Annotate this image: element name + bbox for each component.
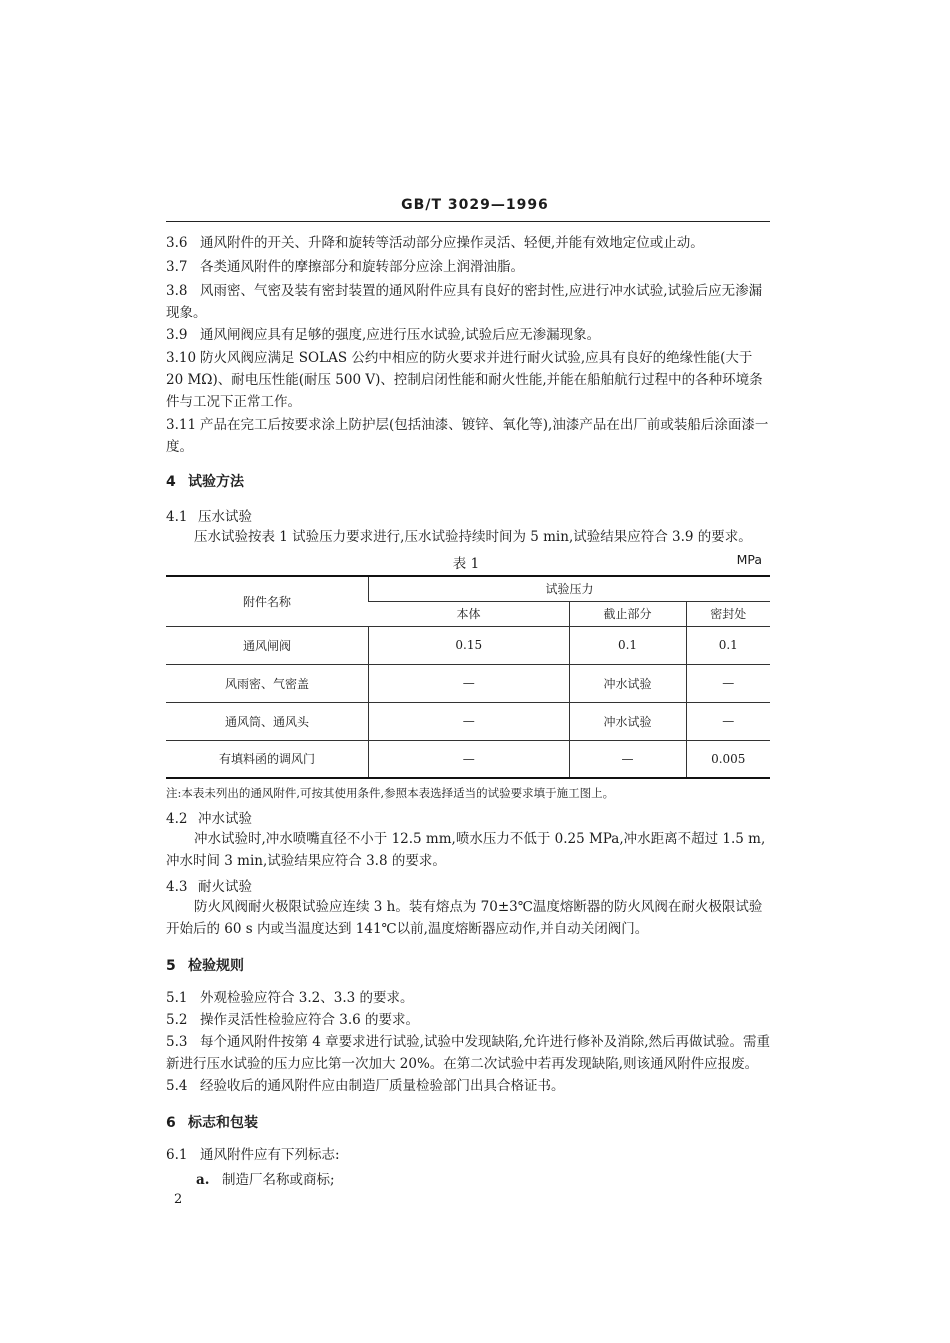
header-rule	[166, 221, 770, 222]
table-note: 注:本表未列出的通风附件,可按其使用条件,参照本表选择适当的试验要求填于施工图上。	[166, 786, 615, 800]
clause-number: 3.7	[166, 259, 188, 275]
section-6-heading	[166, 1112, 258, 1132]
subclause-4-1-heading	[166, 505, 252, 525]
clause-number: 3.11	[166, 417, 197, 433]
clause-3-6	[166, 232, 772, 254]
cell-cutoff: —	[569, 740, 686, 778]
clause-text: 风雨密、气密及装有密封装置的通风附件应具有良好的密封性,应进行冲水试验,试验后应无渗漏现象。	[166, 283, 763, 321]
clause-number: 5.1	[166, 990, 188, 1006]
clause-number: 3.9	[166, 327, 188, 343]
clause-number: 6.1	[166, 1147, 188, 1163]
table-row	[166, 702, 770, 740]
table-row	[166, 626, 770, 664]
cell-cutoff: 冲水试验	[569, 702, 686, 740]
clause-text: 通风闸阀应具有足够的强度,应进行压水试验,试验后应无渗漏现象。	[200, 327, 601, 343]
subclause-title: 耐火试验	[198, 879, 252, 895]
clause-text: 通风附件应有下列标志:	[200, 1147, 340, 1163]
clause-number: 3.6	[166, 235, 188, 251]
clause-number: 5.3	[166, 1034, 188, 1050]
clause-text: 每个通风附件按第 4 章要求进行试验,试验中发现缺陷,允许进行修补及消除,然后再做试验。需重新进行压水试验的压力应比第一次加大 20%。在第二次试验中若再发现缺陷,则该通风附件应报废。	[166, 1034, 771, 1072]
subclause-4-2-text: 冲水试验时,冲水喷嘴直径不小于 12.5 mm,喷水压力不低于 0.25 MPa,冲水距离不超过 1.5 m,冲水时间 3 min,试验结果应符合 3.8 的要求。	[166, 831, 766, 869]
cell-cutoff: 0.1	[569, 626, 686, 664]
clause-number: 3.10	[166, 350, 197, 366]
clause-text: 各类通风附件的摩擦部分和旋转部分应涂上润滑油脂。	[200, 259, 524, 275]
cell-name: 有填料函的调风门	[166, 740, 369, 778]
list-item-text: 制造厂名称或商标;	[222, 1172, 335, 1188]
table-unit: MPa	[736, 552, 762, 567]
subclause-number: 4.3	[166, 879, 188, 895]
clause-3-7	[166, 256, 772, 278]
header-attachment-name: 附件名称	[166, 576, 369, 626]
subclause-4-2-heading	[166, 807, 252, 827]
cell-body: 0.15	[369, 626, 570, 664]
subclause-title: 压水试验	[198, 509, 252, 525]
section-number: 6	[166, 1115, 176, 1131]
clause-6-1	[166, 1144, 772, 1166]
cell-name: 通风筒、通风头	[166, 702, 369, 740]
clause-3-8	[166, 280, 772, 324]
clause-5-3	[166, 1031, 772, 1075]
clause-text: 通风附件的开关、升降和旋转等活动部分应操作灵活、轻便,并能有效地定位或止动。	[200, 235, 704, 251]
section-5-heading	[166, 955, 244, 975]
section-number: 5	[166, 958, 176, 974]
cell-name: 通风闸阀	[166, 626, 369, 664]
clause-3-11	[166, 414, 772, 458]
subclause-4-1-text: 压水试验按表 1 试验压力要求进行,压水试验持续时间为 5 min,试验结果应符合 3.9 的要求。	[194, 529, 752, 545]
subclause-4-3-heading	[166, 875, 252, 895]
header-seal: 密封处	[686, 601, 770, 626]
clause-3-9	[166, 324, 772, 346]
list-item-label: a.	[196, 1172, 210, 1188]
section-title: 试验方法	[188, 474, 244, 490]
table-title: 表 1	[452, 556, 480, 572]
clause-5-1	[166, 987, 772, 1009]
section-title: 标志和包装	[188, 1115, 258, 1131]
test-pressure-table	[166, 575, 770, 779]
cell-name: 风雨密、气密盖	[166, 664, 369, 702]
header-body: 本体	[369, 601, 570, 626]
table-row	[166, 740, 770, 778]
cell-seal: 0.1	[686, 626, 770, 664]
cell-body: —	[369, 740, 570, 778]
clause-number: 5.4	[166, 1078, 188, 1094]
clause-5-4	[166, 1075, 772, 1097]
section-number: 4	[166, 474, 176, 490]
cell-body: —	[369, 702, 570, 740]
subclause-number: 4.2	[166, 811, 188, 827]
clause-5-2	[166, 1009, 772, 1031]
cell-cutoff: 冲水试验	[569, 664, 686, 702]
header-cutoff-part: 截止部分	[569, 601, 686, 626]
standard-number-header: GB/T 3029—1996	[401, 197, 549, 213]
clause-number: 5.2	[166, 1012, 188, 1028]
clause-3-10	[166, 347, 772, 413]
table-row	[166, 664, 770, 702]
subclause-title: 冲水试验	[198, 811, 252, 827]
subclause-number: 4.1	[166, 509, 188, 525]
clause-text: 外观检验应符合 3.2、3.3 的要求。	[200, 990, 414, 1006]
subclause-4-3-text: 防火风阀耐火极限试验应连续 3 h。装有熔点为 70±3℃温度熔断器的防火风阀在耐火极限试验开始后的 60 s 内或当温度达到 141℃以前,温度熔断器应动作,并自动关闭阀门。	[166, 899, 763, 937]
clause-text: 操作灵活性检验应符合 3.6 的要求。	[200, 1012, 420, 1028]
cell-seal: —	[686, 664, 770, 702]
clause-text: 产品在完工后按要求涂上防护层(包括油漆、镀锌、氧化等),油漆产品在出厂前或装船后涂面漆一度。	[166, 417, 769, 455]
page-number: 2	[174, 1192, 183, 1207]
cell-body: —	[369, 664, 570, 702]
cell-seal: —	[686, 702, 770, 740]
section-title: 检验规则	[188, 958, 244, 974]
clause-text: 防火风阀应满足 SOLAS 公约中相应的防火要求并进行耐火试验,应具有良好的绝缘性能(大于 20 MΩ)、耐电压性能(耐压 500 V)、控制启闭性能和耐火性能,并能在船舶航行过程中的各种环境条件与工况下正常工作。	[166, 350, 763, 410]
header-test-pressure: 试验压力	[369, 576, 771, 601]
list-item-a	[196, 1168, 335, 1188]
cell-seal: 0.005	[686, 740, 770, 778]
clause-text: 经验收后的通风附件应由制造厂质量检验部门出具合格证书。	[200, 1078, 565, 1094]
section-4-heading	[166, 471, 244, 491]
clause-number: 3.8	[166, 283, 188, 299]
